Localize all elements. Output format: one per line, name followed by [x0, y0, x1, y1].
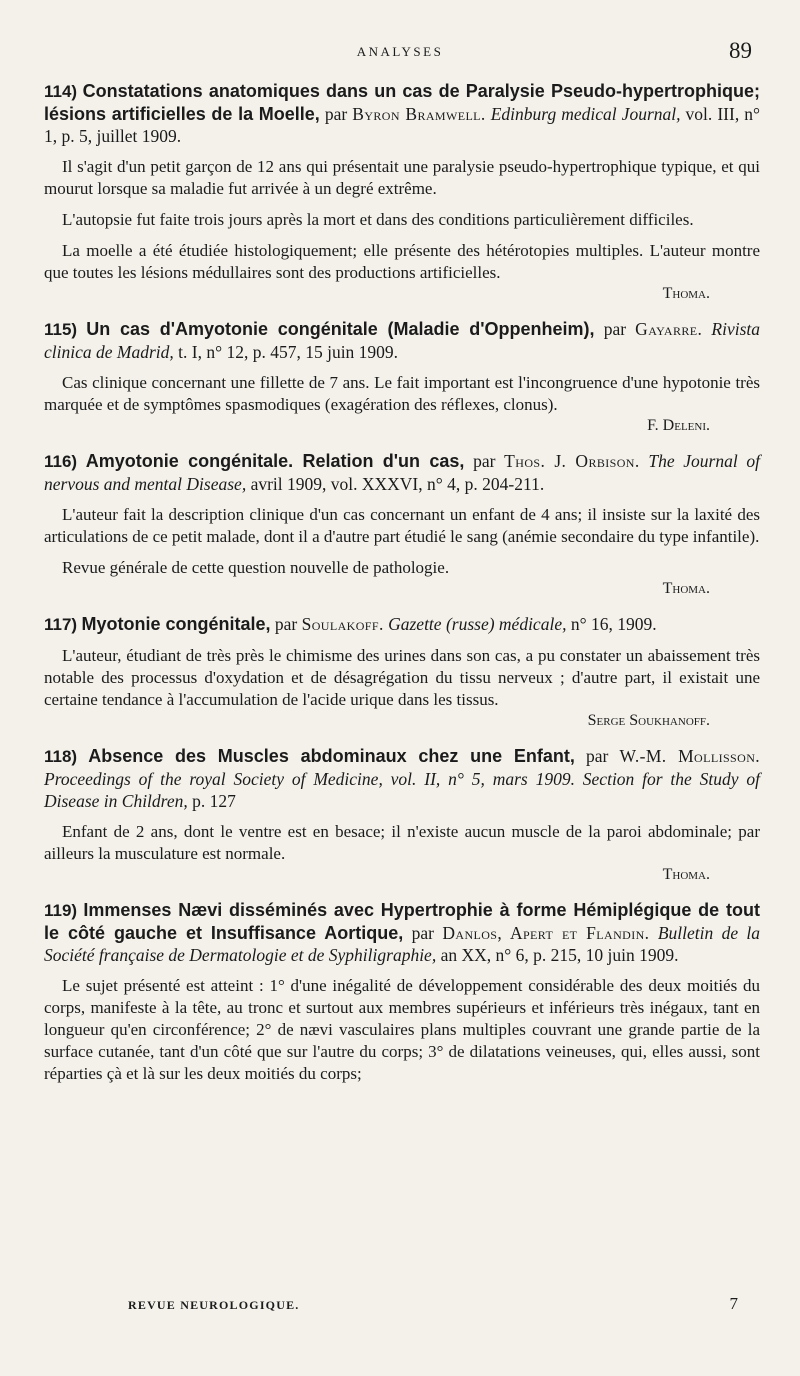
entry-author: Thos. J. Orbison. [504, 451, 640, 471]
entry-paragraph: L'autopsie fut faite trois jours après la mort et dans des conditions particulièrement difficiles. [62, 210, 694, 229]
entry-heading [44, 318, 760, 363]
entry-citation: vol. III, n° 1, p. 5, juillet 1909. [44, 104, 760, 146]
entry-signature: Serge Soukhanoff. [587, 712, 710, 729]
entry-title: Amyotonie congénitale. Relation d'un cas, [85, 451, 465, 471]
entry-heading [44, 450, 760, 495]
entry-paragraph: L'auteur fait la description clinique d'un cas concernant un enfant de 4 ans; il insiste sur la laxité des articulations de ce petit malade, dont il a d'autre part étudié le sang (anémie secondaire du type infantile). [44, 505, 760, 546]
entry-signature: F. Deleni. [647, 417, 710, 434]
entry-citation: an XX, n° 6, p. 215, 10 juin 1909. [440, 945, 679, 965]
entry-heading [44, 613, 760, 636]
running-header [0, 36, 800, 66]
entry-heading [44, 899, 760, 966]
entry-title: Un cas d'Amyotonie congénitale (Maladie d'Oppenheim), [86, 319, 595, 339]
footer-journal-name: REVUE NEUROLOGIQUE. [128, 1298, 300, 1312]
entry-by: par [274, 614, 298, 634]
running-title: ANALYSES [356, 44, 444, 59]
entry-by: par [473, 451, 496, 471]
entry-paragraph: Cas clinique concernant une fillette de 7 ans. Le fait important est l'incongruence d'une hypotonie très marquée et de symptômes spasmodiques (exagération des réflexes, clonus). [44, 373, 760, 414]
entry-number: 117) [44, 615, 78, 634]
entry-author: Soulakoff. [301, 614, 384, 634]
entry-by: par [603, 319, 627, 339]
entry-citation: n° 16, 1909. [570, 614, 657, 634]
entry-number: 119) [44, 901, 78, 920]
entry-citation: p. 127 [192, 791, 236, 811]
entry-paragraph: La moelle a été étudiée histologiquement; elle présente des hétérotopies multiples. L'auteur montre que toutes les lésions médullaires sont des productions artificielles. [44, 241, 760, 282]
entry-source: Proceedings of the royal Society of Medicine, vol. II, n° 5, mars 1909. Section for the Study of Disease in Children, [44, 769, 760, 811]
entry-citation: avril 1909, vol. XXXVI, n° 4, p. 204-211. [250, 474, 545, 494]
entry-title: Absence des Muscles abdominaux chez une Enfant, [88, 746, 575, 766]
page-number: 89 [729, 38, 752, 63]
entry-source: Edinburg medical Journal, [490, 104, 681, 124]
abstract-entry-117 [44, 613, 760, 731]
page-footer [128, 1294, 738, 1322]
entry-by: par [324, 104, 348, 124]
abstract-entry-118 [44, 745, 760, 885]
entry-signature: Thoma. [662, 285, 710, 302]
entry-title: Constatations anatomiques dans un cas de Paralysie Pseudo-hypertrophique; lésions artificielles de la Moelle, [44, 81, 760, 124]
entry-title: Immenses Nævi disséminés avec Hypertrophie à forme Hémiplégique de tout le côté gauche et Insuffisance Aortique, [44, 900, 761, 943]
abstract-entry-116 [44, 450, 760, 599]
entry-source: Gazette (russe) médicale, [388, 614, 567, 634]
entry-number: 116) [44, 452, 78, 471]
entry-author: Gayarre. [635, 319, 703, 339]
main-content [44, 80, 760, 1099]
abstract-entry-119 [44, 899, 760, 1085]
entry-paragraph: L'auteur, étudiant de très près le chimisme des urines dans son cas, a pu constater un abaissement très notable des processus d'oxydation et de désagrégation du tissu nerveux ; d'autre part, il existait une certaine tendance à l'accumulation de l'acide urique dans les tissus. [44, 646, 760, 709]
entry-author: Danlos, Apert et Flandin. [442, 923, 650, 943]
entry-paragraph: Revue générale de cette question nouvelle de pathologie. [62, 558, 450, 577]
entry-title: Myotonie congénitale, [81, 614, 271, 634]
entry-signature: Thoma. [662, 866, 710, 883]
signature-mark: 7 [729, 1294, 738, 1313]
entry-paragraph: Enfant de 2 ans, dont le ventre est en besace; il n'existe aucun muscle de la paroi abdominale; par ailleurs la musculature est normale. [44, 822, 760, 863]
entry-source: Bulletin de la Société française de Dermatologie et de Syphiligraphie, [44, 923, 761, 965]
entry-paragraph: Le sujet présenté est atteint : 1° d'une inégalité de développement considérable des deux moitiés du corps, manifeste à la tête, au tronc et surtout aux membres supérieurs et inférieurs très inégaux, tant en longueur qu'en circonférence; 2° de nævi vasculaires plans multiples couvrant une grande partie de la surface cutanée, tant d'un côté que sur l'autre du corps; 3° de dilatations veineuses, qui, elles aussi, sont réparties çà et là sur les deux moitiés du corps; [44, 976, 760, 1083]
entry-number: 114) [44, 82, 78, 101]
entry-number: 115) [44, 320, 78, 339]
abstract-entry-115 [44, 318, 760, 436]
entry-source: The Journal of nervous and mental Disease, [44, 451, 761, 494]
entry-heading [44, 745, 760, 812]
entry-heading [44, 80, 760, 147]
entry-author: W.-M. Mollisson. [619, 746, 761, 766]
entry-source: Rivista clinica de Madrid, [44, 319, 761, 362]
entry-citation: t. I, n° 12, p. 457, 15 juin 1909. [178, 342, 399, 362]
entry-by: par [411, 923, 434, 943]
entry-author: Byron Bramwell. [352, 104, 486, 124]
entry-number: 118) [44, 747, 78, 766]
entry-paragraph: Il s'agit d'un petit garçon de 12 ans qui présentait une paralysie pseudo-hypertrophique typique, et qui mourut lorsque sa maladie fut arrivée à un degré extrême. [44, 157, 760, 198]
abstract-entry-114 [44, 80, 760, 304]
entry-signature: Thoma. [662, 580, 710, 597]
entry-by: par [586, 746, 609, 766]
